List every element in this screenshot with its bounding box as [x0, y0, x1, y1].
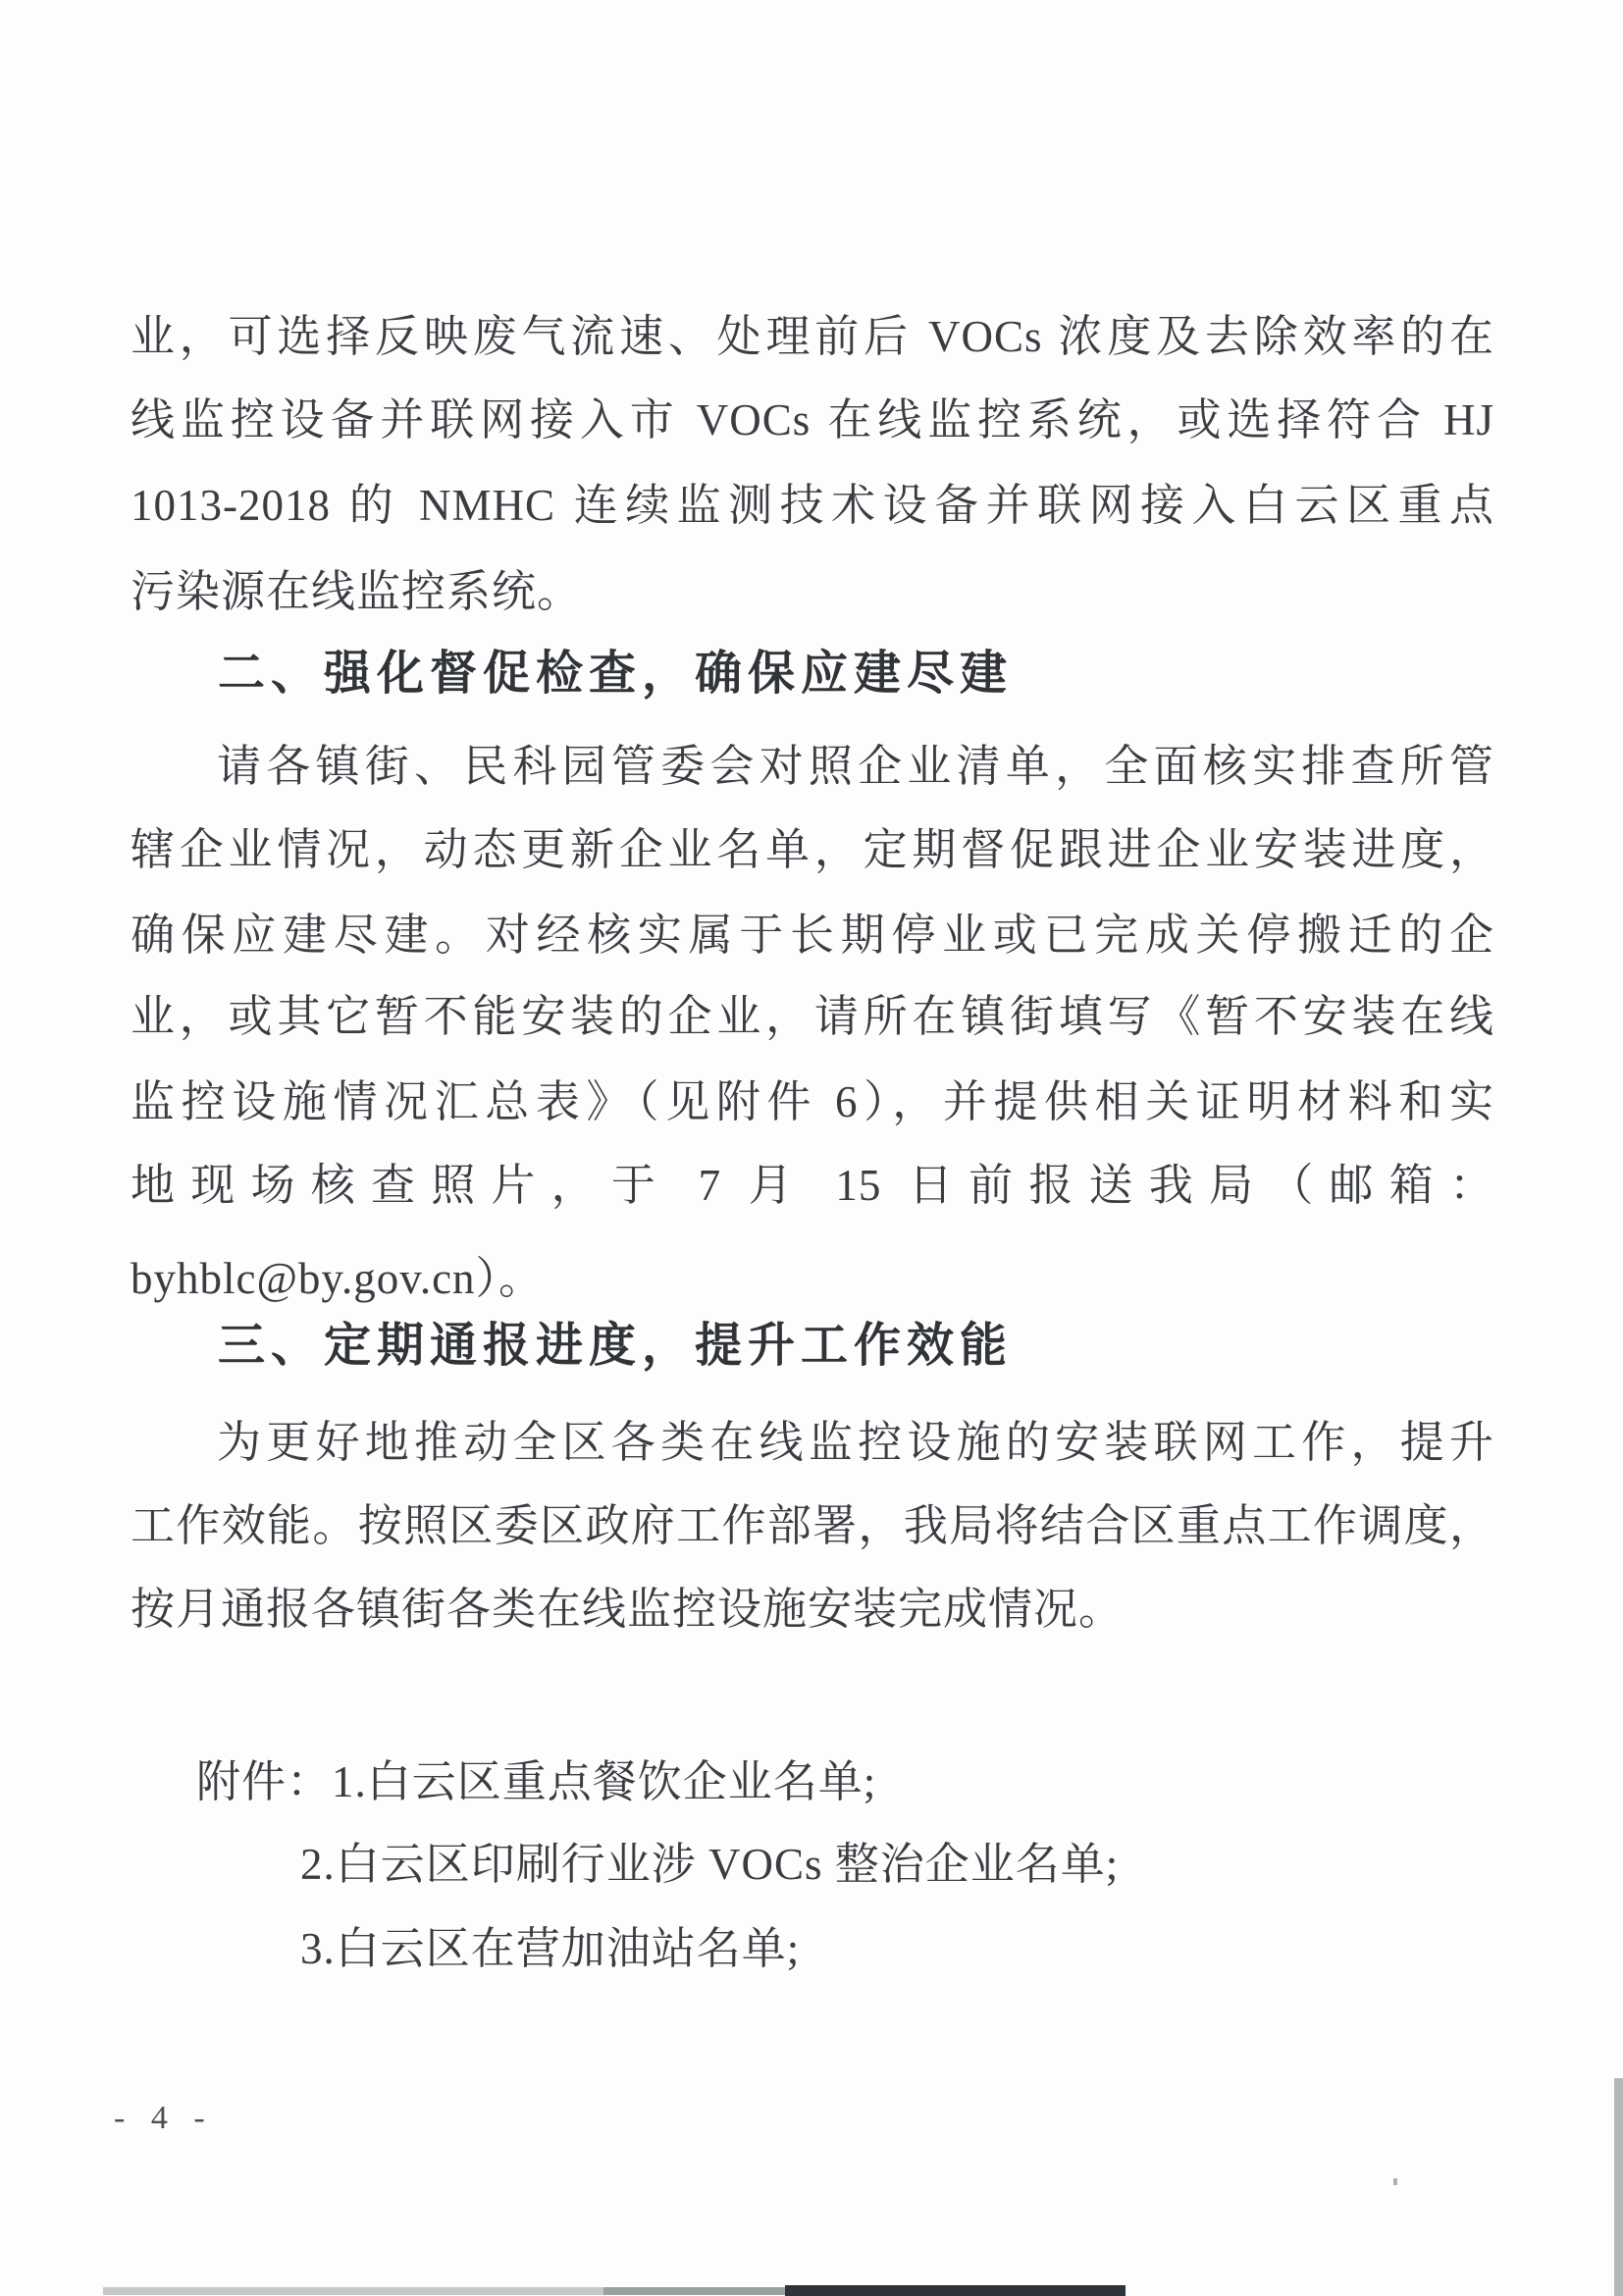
text-line: 辖企业情况，动态更新企业名单，定期督促跟进企业安装进度， [131, 825, 1494, 874]
attachment-item: 3.白云区在营加油站名单; [300, 1924, 801, 1973]
text-line: 业，或其它暂不能安装的企业，请所在镇街填写《暂不安装在线 [131, 992, 1494, 1041]
text-line-email: byhblc@by.gov.cn）。 [131, 1254, 545, 1303]
text-line: 为更好地推动全区各类在线监控设施的安装联网工作，提升 [217, 1418, 1494, 1467]
text-line: 地现场核查照片，于 7 月 15 日前报送我局（邮箱： [131, 1161, 1494, 1210]
section-heading-2: 二、强化督促检查，确保应建尽建 [218, 648, 1014, 700]
text-line: 1013-2018 的 NMHC 连续监测技术设备并联网接入白云区重点 [131, 481, 1494, 530]
text-line: 工作效能。按照区委区政府工作部署，我局将结合区重点工作调度， [131, 1501, 1494, 1550]
scan-artifact-right-edge [1614, 2078, 1623, 2296]
scan-artifact-bottom-mid [603, 2287, 787, 2295]
text-line: 业，可选择反映废气流速、处理前后 VOCs 浓度及去除效率的在 [131, 312, 1494, 361]
text-line: 按月通报各镇街各类在线监控设施安装完成情况。 [131, 1585, 1125, 1634]
attachments-label: 附件： [196, 1757, 333, 1806]
text-line: 监控设施情况汇总表》（见附件 6），并提供相关证明材料和实 [131, 1077, 1494, 1126]
scan-artifact-bottom-dark [785, 2285, 1126, 2296]
attachments-line-1 [196, 1754, 876, 1809]
section-heading-3: 三、定期通报进度，提升工作效能 [218, 1320, 1014, 1372]
attachment-item: 2.白云区印刷行业涉 VOCs 整治企业名单; [300, 1840, 1120, 1889]
text-line: 请各镇街、民科园管委会对照企业清单，全面核实排查所管 [217, 742, 1494, 791]
page-number: - 4 - [114, 2100, 214, 2136]
text-line: 确保应建尽建。对经核实属于长期停业或已完成关停搬迁的企 [131, 911, 1494, 960]
scan-artifact-speck [1393, 2178, 1397, 2185]
text-line: 污染源在线监控系统。 [131, 567, 583, 616]
attachment-item: 1.白云区重点餐饮企业名单; [332, 1757, 877, 1806]
scan-artifact-bottom-light [103, 2287, 603, 2295]
text-line: 线监控设备并联网接入市 VOCs 在线监控系统，或选择符合 HJ [131, 395, 1494, 444]
